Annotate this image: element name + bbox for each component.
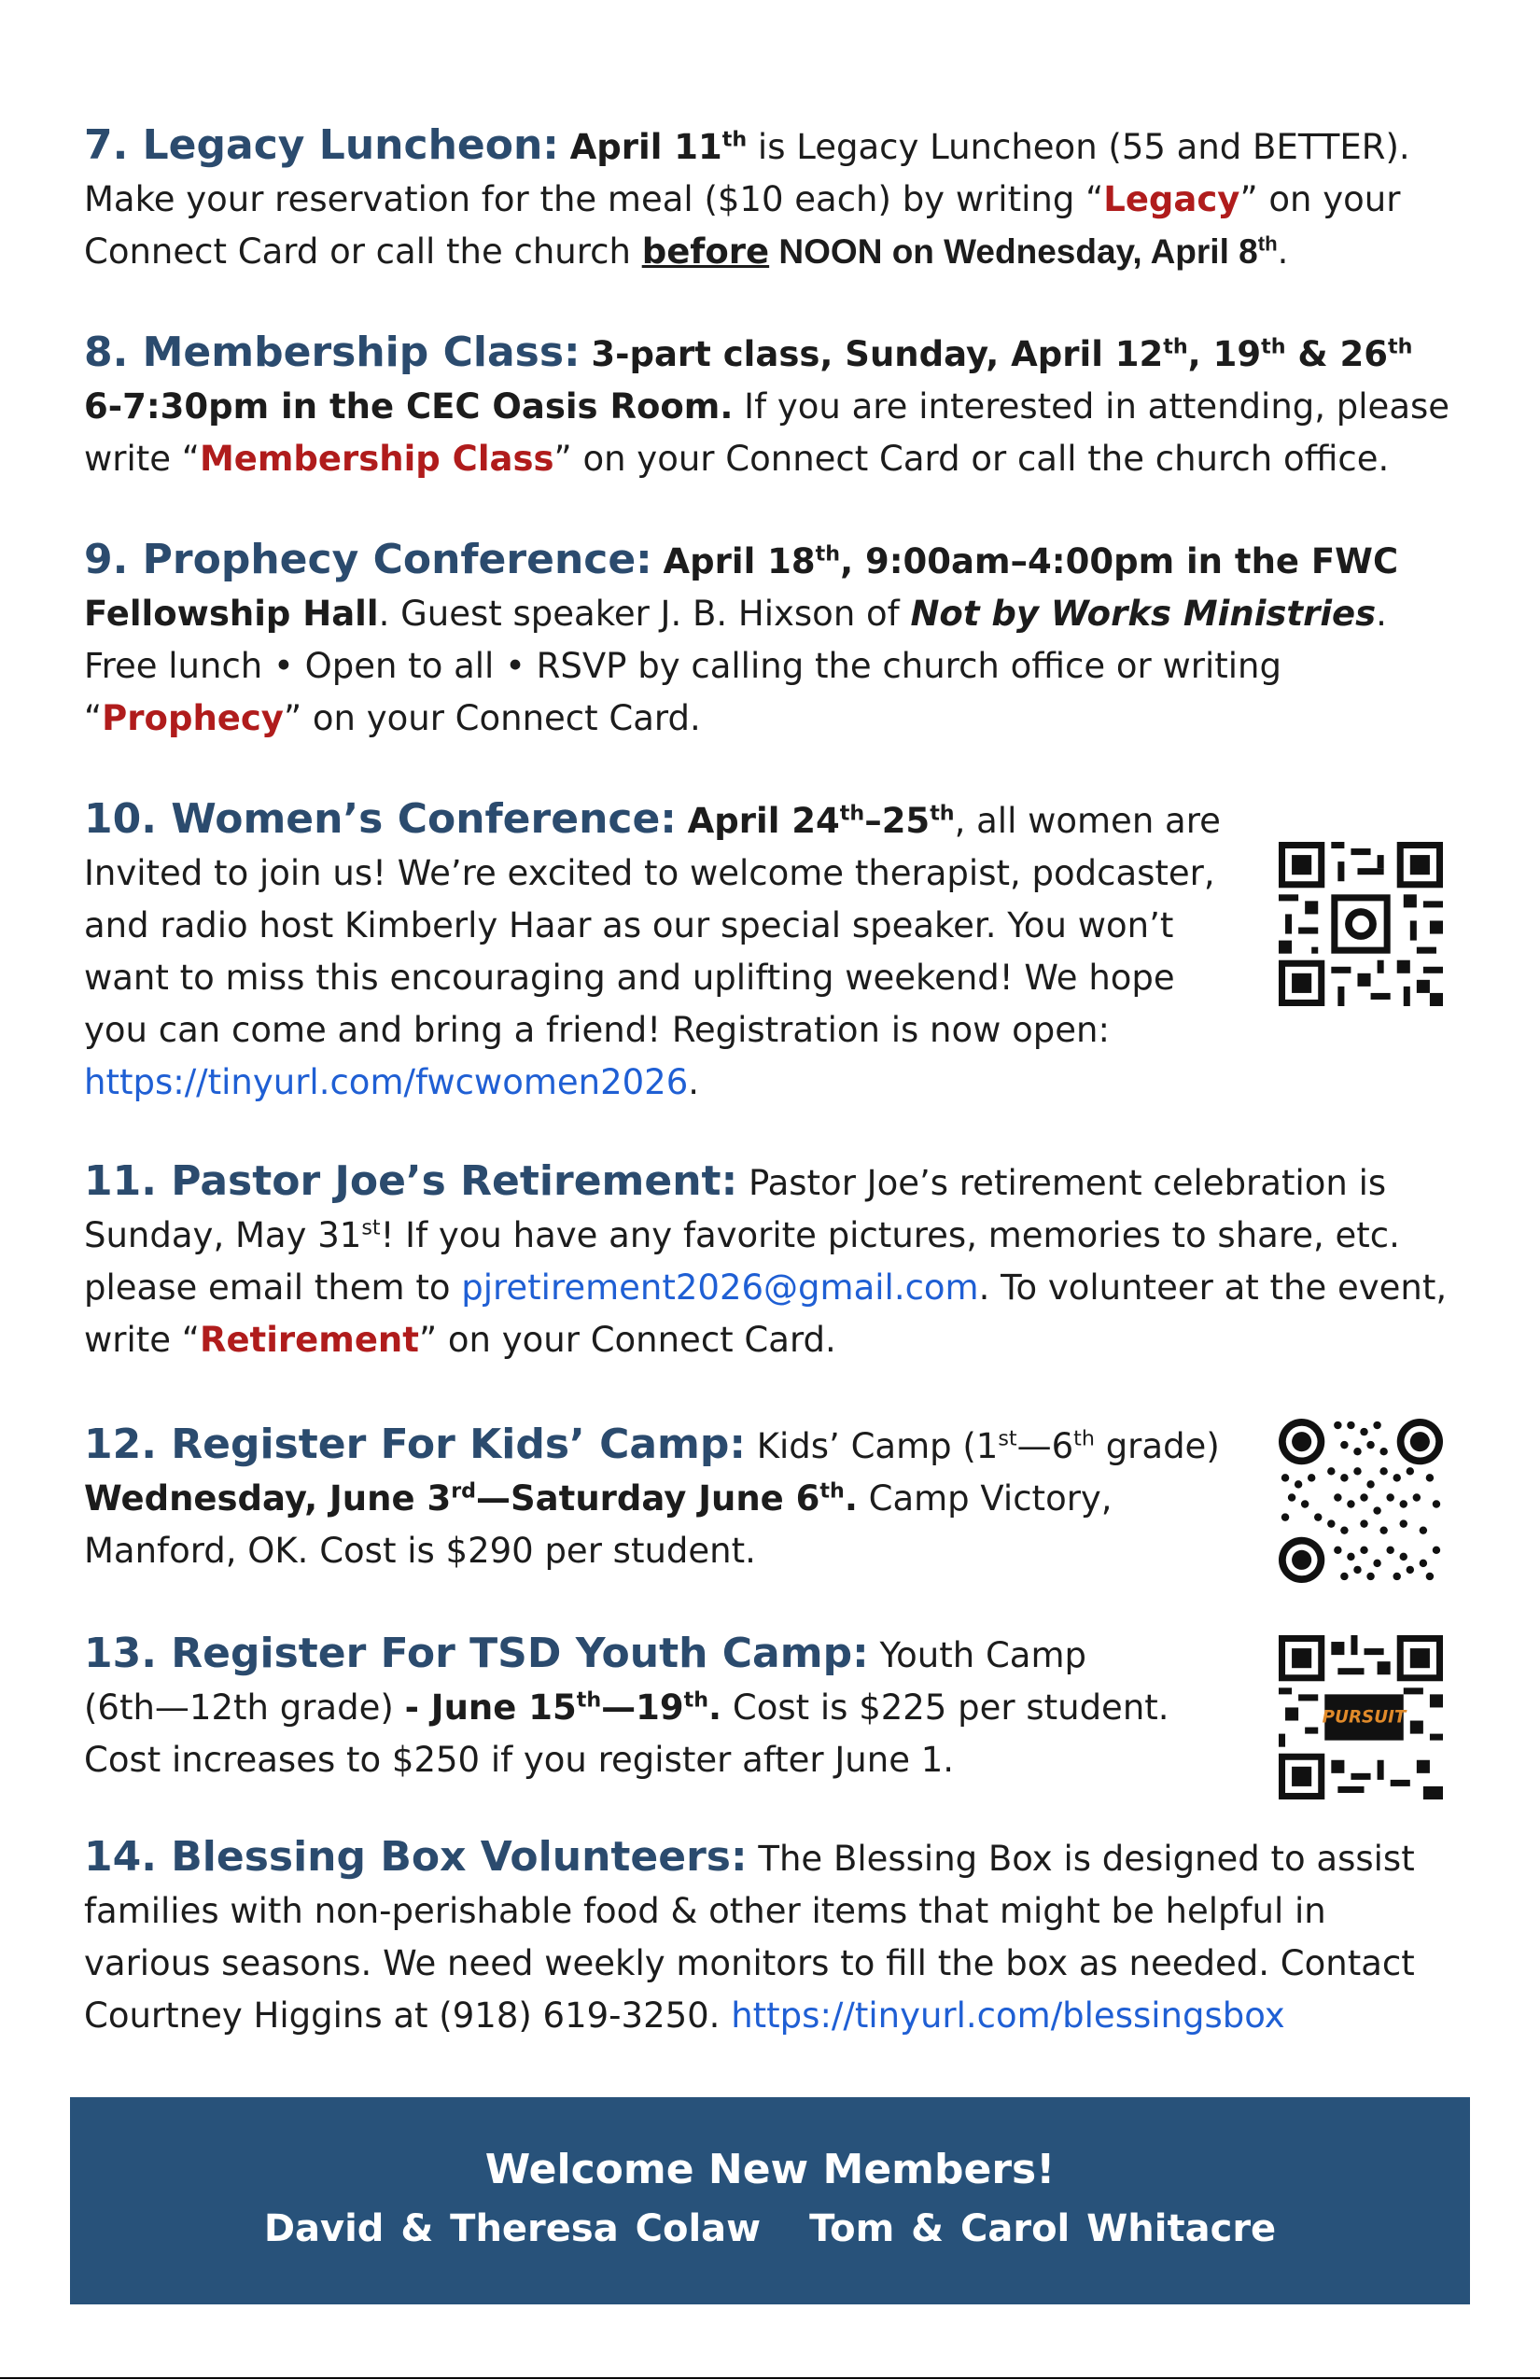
item-heading: 14. Blessing Box Volunteers: (84, 1833, 748, 1881)
item-heading: 13. Register For TSD Youth Camp: (84, 1630, 869, 1677)
member-name: Tom & Carol Whitacre (809, 2207, 1277, 2250)
member-name: David & Theresa Colaw (263, 2207, 762, 2250)
retirement-email-link[interactable]: pjretirement2026@gmail.com (461, 1267, 979, 1308)
welcome-members-banner (70, 2097, 1470, 2304)
kids-camp-qr-code (1279, 1419, 1443, 1583)
qr-code-icon (1279, 842, 1443, 1006)
item-heading: 9. Prophecy Conference: (84, 536, 652, 583)
womens-registration-link[interactable]: https://tinyurl.com/fwcwomen2026 (84, 1062, 689, 1102)
banner-title: Welcome New Members! (484, 2146, 1056, 2193)
announcement-youth-camp: 13. Register For TSD Youth Camp: Youth Camp (6th—12th grade) - June 15th—19th. Cost is $225 per student. Cost increases to $250 if you register after June 1. (84, 1630, 1169, 1780)
announcement-membership-class: 8. Membership Class: 3-part class, Sunday, April 12th, 19th & 26th 6-7:30pm in the CEC Oasis Room. If you are interested in attending, please write “Membership Class” on your Connect Card or call the church office. (84, 329, 1450, 479)
banner-members (70, 2207, 1470, 2250)
blessing-box-link[interactable]: https://tinyurl.com/blessingsbox (731, 1995, 1285, 2036)
announcement-legacy-luncheon: 7. Legacy Luncheon: April 11th is Legacy Luncheon (55 and BETTER). Make your reservation for the meal ($10 each) by writing “Legacy” on your Connect Card or call the church before NOON on Wednesday, April 8th. (84, 121, 1410, 272)
page-divider (0, 2377, 1540, 2379)
item-heading: 8. Membership Class: (84, 329, 581, 376)
item-heading: 12. Register For Kids’ Camp: (84, 1421, 746, 1468)
item-heading: 10. Women’s Conference: (84, 795, 677, 843)
announcement-pastor-retirement: 11. Pastor Joe’s Retirement: Pastor Joe’s retirement celebration is Sunday, May 31st! If you have any favorite pictures, memories to share, etc. please email them to pjretirement2026@gmail.com. To volunteer at the event, write “Retirement” on your Connect Card. (84, 1157, 1448, 1360)
announcement-blessing-box: 14. Blessing Box Volunteers: The Blessing Box is designed to assist families with non-perishable food & other items that might be helpful in various seasons. We need weekly monitors to fill the box as needed. Contact Courtney Higgins at (918) 619-3250. https://tinyurl.com/blessingsbox (84, 1833, 1415, 2036)
qr-code-icon (1279, 1635, 1443, 1799)
announcement-prophecy-conference: 9. Prophecy Conference: April 18th, 9:00am–4:00pm in the FWC Fellowship Hall. Guest speaker J. B. Hixson of Not by Works Ministries. Free lunch • Open to all • RSVP by calling the church office or writing “Prophecy” on your Connect Card. (84, 536, 1399, 738)
item-heading: 11. Pastor Joe’s Retirement: (84, 1157, 738, 1205)
womens-conference-qr-code (1279, 842, 1443, 1006)
announcement-kids-camp: 12. Register For Kids’ Camp: Kids’ Camp (1st—6th grade) Wednesday, June 3rd—Saturday June 6th. Camp Victory, Manford, OK. Cost is $290 per student. (84, 1421, 1220, 1571)
announcement-womens-conference: 10. Women’s Conference: April 24th–25th, all women are Invited to join us! We’re excited to welcome therapist, podcaster, and radio host Kimberly Haar as our special speaker. You won’t want to miss this encouraging and uplifting weekend! We hope you can come and bring a friend! Registration is now open: https://tinyurl.com/fwcwomen2026. (84, 795, 1221, 1102)
item-heading: 7. Legacy Luncheon: (84, 121, 559, 169)
qr-youth-label: PURSUIT (1322, 1707, 1407, 1728)
qr-code-icon (1279, 1419, 1443, 1583)
youth-camp-qr-code (1279, 1635, 1443, 1799)
